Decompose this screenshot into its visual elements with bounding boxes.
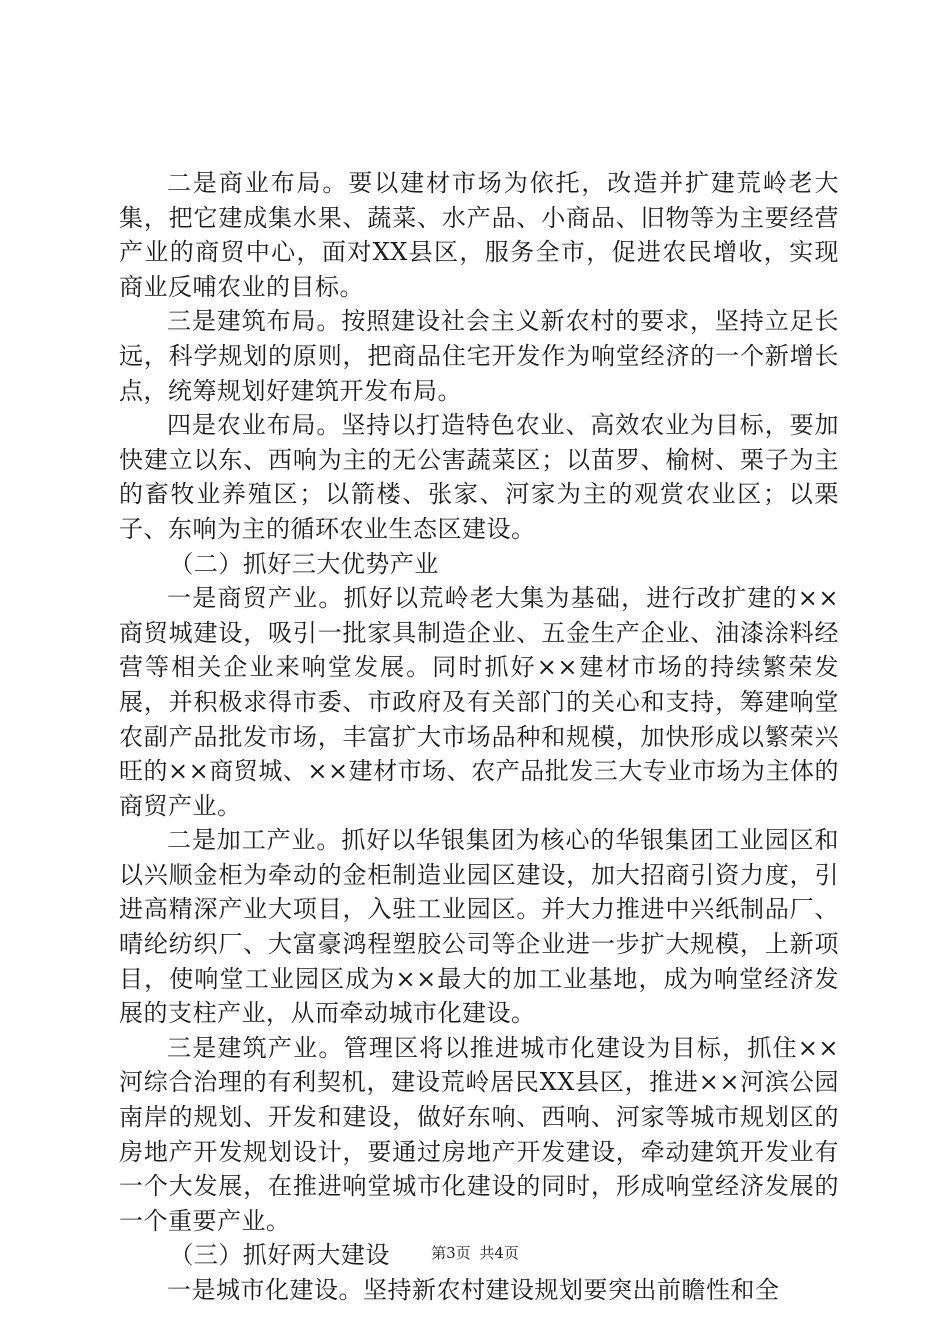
paragraph-trade-industry: 一是商贸产业。抓好以荒岭老大集为基础，进行改扩建的××商贸城建设，吸引一批家具制造企业、五金生产企业、油漆涂料经营等相关企业来响堂发展。同时抓好××建材市场的持续繁荣发展，并积极求得市委、市政府及有关部门的关心和支持，筹建响堂农副产品批发市场，丰富扩大市场品种和规模，加快形成以繁荣兴旺的××商贸城、××建材市场、农产品批发三大专业市场为主体的商贸产业。 [119,584,839,820]
paragraph-urbanization: 一是城市化建设。坚持新农村建设规划要突出前瞻性和全 [167,1276,780,1304]
page-footer [0,1243,950,1263]
page-total: 共4页 [479,1244,519,1262]
paragraph-agriculture-layout: 四是农业布局。坚持以打造特色农业、高效农业为目标，要加快建立以东、西响为主的无公害蔬菜区；以苗罗、榆树、栗子为主的畜牧业养殖区；以箭楼、张家、河家为主的观赏农业区；以栗子、东响为主的循环农业生态区建设。 [119,411,839,543]
section-heading-three-industries: （二）抓好三大优势产业 [169,549,439,578]
paragraph-processing-industry: 二是加工产业。抓好以华银集团为核心的华银集团工业园区和以兴顺金柜为牵动的金柜制造业园区建设，加大招商引资力度，引进高精深产业大项目，入驻工业园区。并大力推进中兴纸制品厂、晴纶纺织厂、大富豪鸿程塑胶公司等企业进一步扩大规模，上新项目，使响堂工业园区成为××最大的加工业基地，成为响堂经济发展的支柱产业，从而牵动城市化建设。 [119,826,839,1028]
paragraph-commercial-layout: 二是商业布局。要以建材市场为依托，改造并扩建荒岭老大集，把它建成集水果、蔬菜、水产品、小商品、旧物等为主要经营产业的商贸中心，面对XX县区，服务全市，促进农民增收，实现商业反哺农业的目标。 [119,169,839,301]
paragraph-construction-industry: 三是建筑产业。管理区将以推进城市化建设为目标，抓住××河综合治理的有利契机，建设荒岭居民XX县区，推进××河滨公园南岸的规划、开发和建设，做好东响、西响、河家等城市规划区的房地产开发规划设计，要通过房地产开发建设，牵动建筑开发业有一个大发展，在推进响堂城市化建设的同时，形成响堂经济发展的一个重要产业。 [119,1033,839,1235]
paragraph-building-layout: 三是建筑布局。按照建设社会主义新农村的要求，坚持立足长远，科学规划的原则，把商品住宅开发作为响堂经济的一个新增长点，统筹规划好建筑开发布局。 [119,307,839,405]
document-body [119,166,839,1308]
section-heading-two-constructions: （三）抓好两大建设 [169,1241,390,1270]
page-number: 第3页 [431,1244,471,1262]
